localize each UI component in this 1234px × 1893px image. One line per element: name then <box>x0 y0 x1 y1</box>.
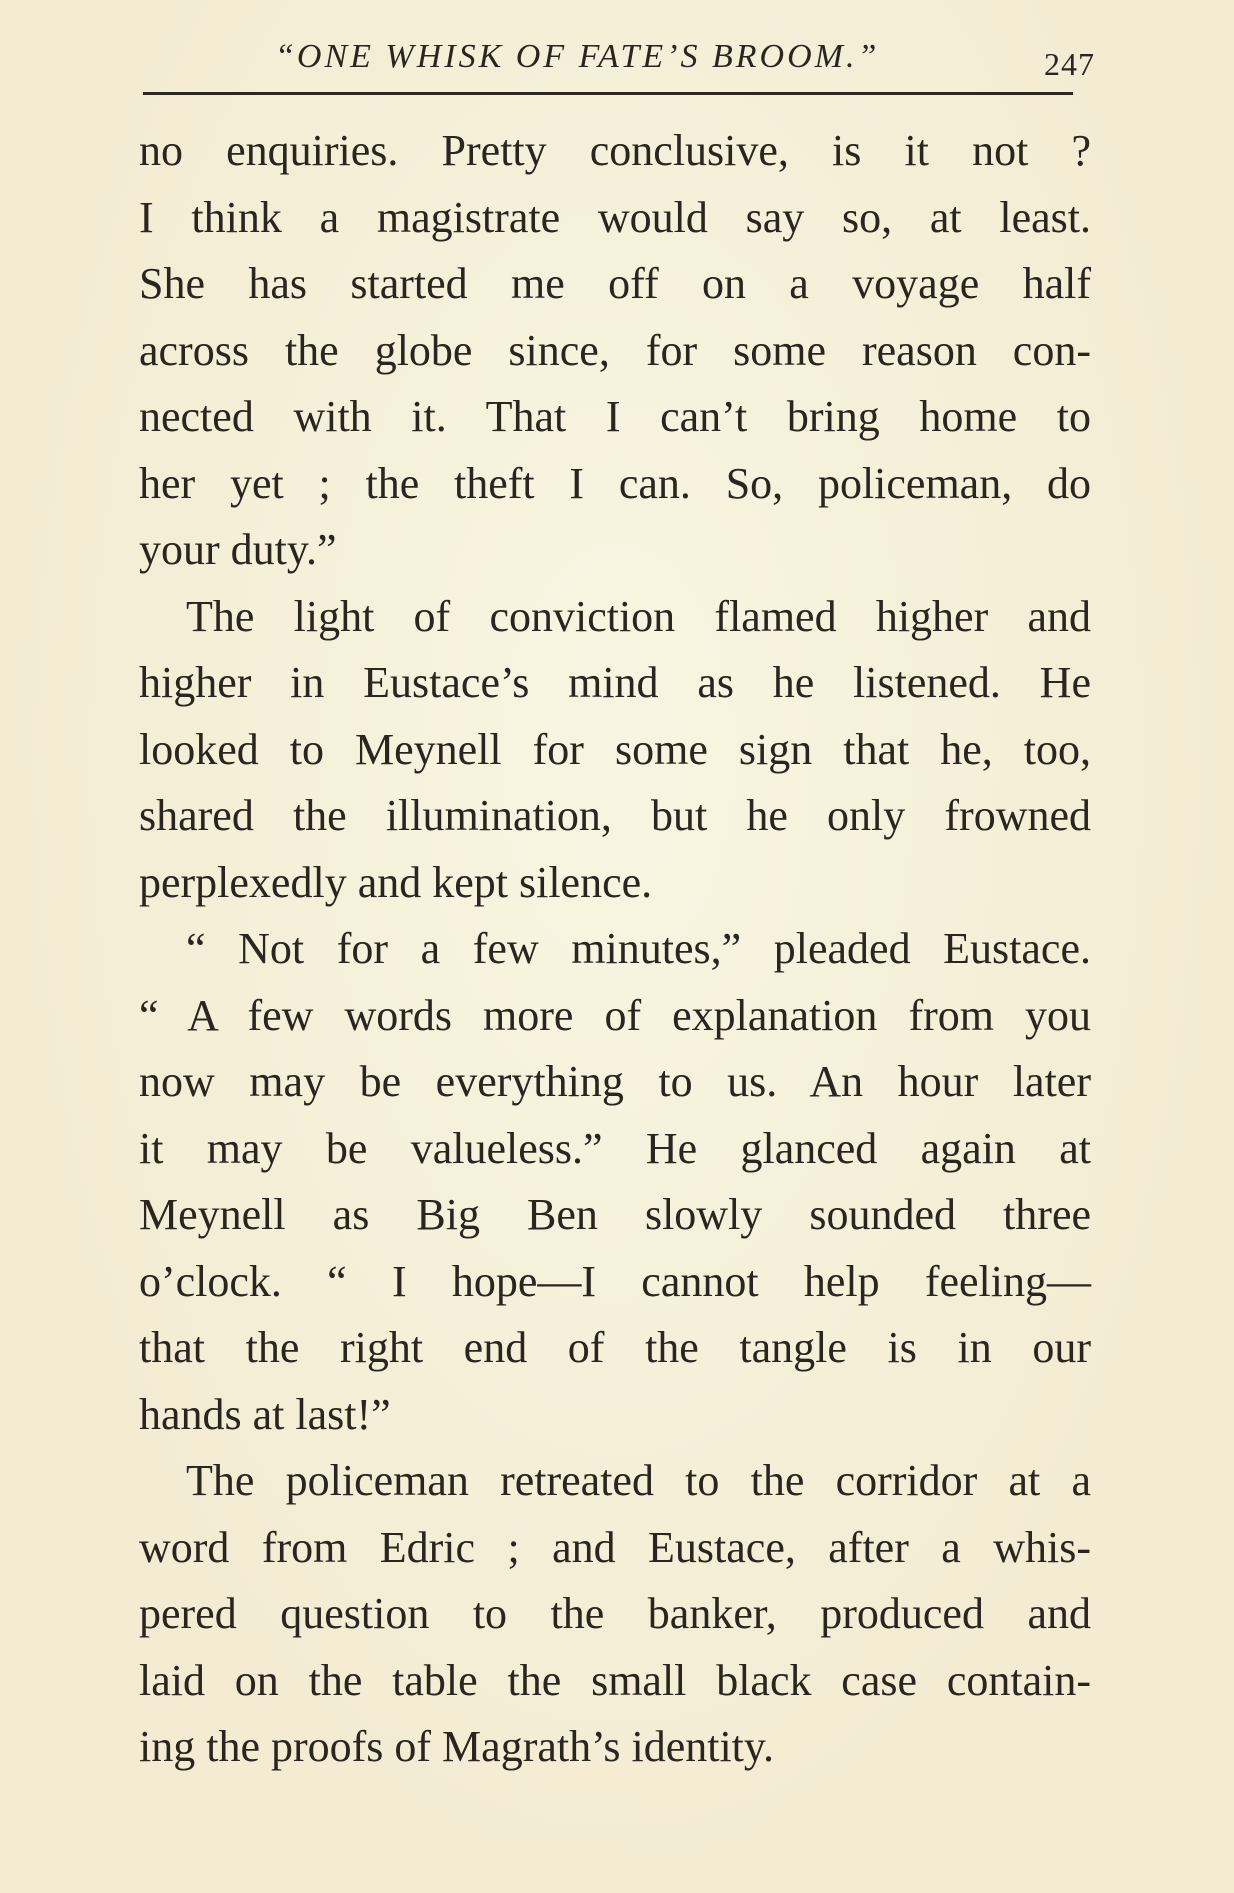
text-line: it may be valueless.” He glanced again at <box>139 1123 1091 1173</box>
running-head <box>140 30 1095 90</box>
text-line: now may be everything to us. An hour later <box>139 1057 1091 1106</box>
text-line: She has started me off on a voyage half <box>139 259 1091 308</box>
text-line: ing the proofs of Magrath’s identity. <box>139 1722 775 1771</box>
text-line: her yet ; the theft I can. So, policeman, do <box>139 458 1091 508</box>
text-line: your duty.” <box>139 525 337 574</box>
text-line: laid on the table the small black case contain- <box>139 1655 1091 1705</box>
text-line: nected with it. That I can’t bring home to <box>139 392 1091 441</box>
text-line: across the globe since, for some reason con- <box>139 325 1091 375</box>
text-line: The light of conviction flamed higher and <box>186 591 1091 641</box>
text-line: shared the illumination, but he only frowned <box>139 791 1091 840</box>
text-line: hands at last!” <box>139 1389 391 1439</box>
text-line: o’clock. “ I hope—I cannot help feeling— <box>139 1256 1091 1306</box>
text-line: “ A few words more of explanation from you <box>139 990 1091 1040</box>
page-number: 247 <box>1044 46 1095 82</box>
text-line: Meynell as Big Ben slowly sounded three <box>139 1190 1091 1239</box>
body-text <box>139 118 1091 1781</box>
text-line: no enquiries. Pretty conclusive, is it not ? <box>139 126 1091 175</box>
text-line: word from Edric ; and Eustace, after a whis- <box>139 1522 1091 1572</box>
text-line: The policeman retreated to the corridor at a <box>186 1456 1091 1505</box>
text-line: that the right end of the tangle is in our <box>139 1323 1091 1372</box>
text-line: pered question to the banker, produced and <box>139 1589 1091 1638</box>
text-line: perplexedly and kept silence. <box>139 857 653 907</box>
header-rule <box>143 92 1073 95</box>
running-title: “ONE WHISK OF FATE’S BROOM.” <box>275 38 880 75</box>
text-line: higher in Eustace’s mind as he listened. He <box>139 658 1091 707</box>
text-line: looked to Meynell for some sign that he, too, <box>139 724 1091 774</box>
text-line: I think a magistrate would say so, at least. <box>139 192 1091 242</box>
text-line: “ Not for a few minutes,” pleaded Eustace. <box>186 924 1091 973</box>
